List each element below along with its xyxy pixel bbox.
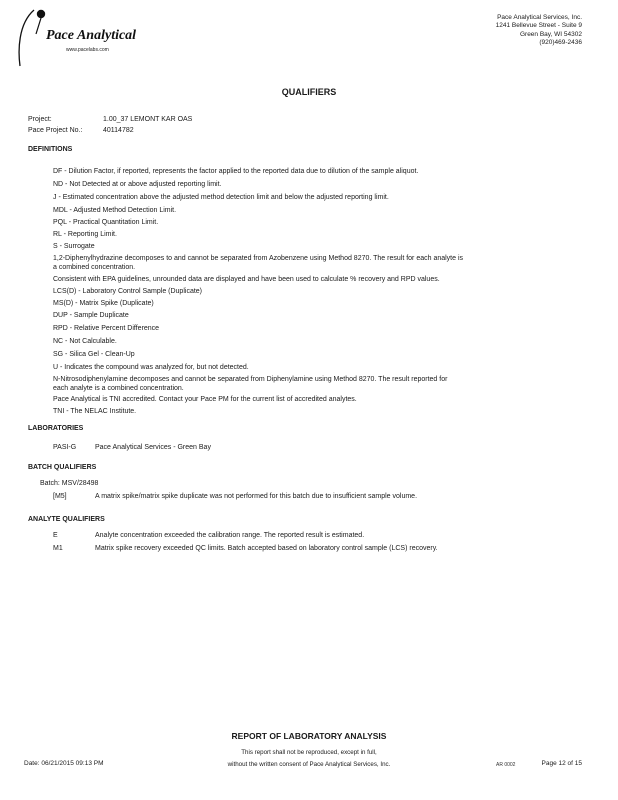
definition-item: Consistent with EPA guidelines, unrounded data are displayed and have been used to calculate % recovery and RPD values. [53,276,440,283]
project-label: Project: [28,116,52,123]
batch-id: Batch: MSV/28498 [40,480,99,487]
definition-item: PQL - Practical Quantitation Limit. [53,219,159,226]
definition-item: SG - Silica Gel - Clean-Up [53,351,135,358]
lab-address [496,14,582,48]
definition-item: a combined concentration. [53,264,136,271]
definition-item: N-Nitrosodiphenylamine decomposes and cannot be separated from Diphenylamine using Method 8270. The result reported for [53,376,448,383]
definition-item: RPD - Relative Percent Difference [53,325,160,332]
analyte-qualifier-code: E [53,532,58,539]
batch-qualifier-text: A matrix spike/matrix spike duplicate was not performed for this batch due to insufficient sample volume. [95,493,418,500]
address-line: 1241 Bellevue Street - Suite 9 [495,22,582,30]
definition-item: DF - Dilution Factor, if reported, represents the factor applied to the reported data due to dilution of the sample aliquot. [53,168,419,175]
logo-wordmark: Pace Analytical [46,28,137,43]
definition-item: 1,2-Diphenylhydrazine decomposes to and cannot be separated from Azobenzene using Method 8270. The result for each analyte is [53,255,464,262]
project-value: 1.00_37 LEMONT KAR OAS [103,116,193,123]
definition-item: S - Surrogate [53,243,95,250]
definitions-heading: DEFINITIONS [28,146,73,153]
notice-line: without the written consent of Pace Analytical Services, Inc. [227,761,391,768]
report-title: REPORT OF LABORATORY ANALYSIS [231,731,387,741]
lab-code: PASI-G [53,444,77,451]
analyte-qualifier-code: M1 [53,545,63,552]
definition-item: Pace Analytical is TNI accredited. Contact your Pace PM for the current list of accredited analytes. [53,396,357,403]
definition-item: NC - Not Calculable. [53,338,117,345]
batch-qualifiers-heading: BATCH QUALIFIERS [28,464,97,471]
notice-line: This report shall not be reproduced, except in full, [241,749,377,756]
address-line: Green Bay, WI 54302 [519,30,582,38]
analyte-qualifier-text: Analyte concentration exceeded the calibration range. The reported result is estimated. [95,532,365,539]
definition-item: LCS(D) - Laboratory Control Sample (Duplicate) [53,288,202,295]
address-line: (920)469-2436 [539,39,582,47]
page-title: QUALIFIERS [281,87,337,97]
address-line: Pace Analytical Services, Inc. [497,14,582,21]
definition-item: TNI - The NELAC Institute. [53,408,137,415]
definition-item: DUP - Sample Duplicate [53,312,129,319]
definition-item: MDL - Adjusted Method Detection Limit. [53,207,177,214]
pace-project-value: 40114782 [103,127,134,134]
report-date: Date: 06/21/2015 09:13 PM [24,760,104,767]
logo-url: www.pacelabs.com [66,47,109,53]
lab-name: Pace Analytical Services - Green Bay [95,444,211,451]
page-number: Page 12 of 15 [541,760,582,767]
laboratories-heading: LABORATORIES [28,425,84,432]
definition-item: MS(D) - Matrix Spike (Duplicate) [53,300,154,307]
batch-qualifier-code: [M5] [53,493,67,500]
definition-item: U - Indicates the compound was analyzed for, but not detected. [53,364,249,371]
logo-dot-icon [37,10,45,18]
definition-item: each analyte is a combined concentration. [53,385,184,392]
analyte-qualifier-text: Matrix spike recovery exceeded QC limits. Batch accepted based on laboratory control sample (LCS) recovery. [95,545,438,552]
pace-project-label: Pace Project No.: [28,127,83,134]
definition-item: RL - Reporting Limit. [53,231,117,238]
pace-analytical-logo [18,6,138,68]
report-codes: AR 0002 [496,762,516,768]
definition-item: ND - Not Detected at or above adjusted reporting limit. [53,181,222,188]
definition-item: J - Estimated concentration above the adjusted method detection limit and below the adjusted reporting limit. [53,194,389,201]
analyte-qualifiers-heading: ANALYTE QUALIFIERS [28,516,105,523]
reproduction-notice [0,747,618,771]
